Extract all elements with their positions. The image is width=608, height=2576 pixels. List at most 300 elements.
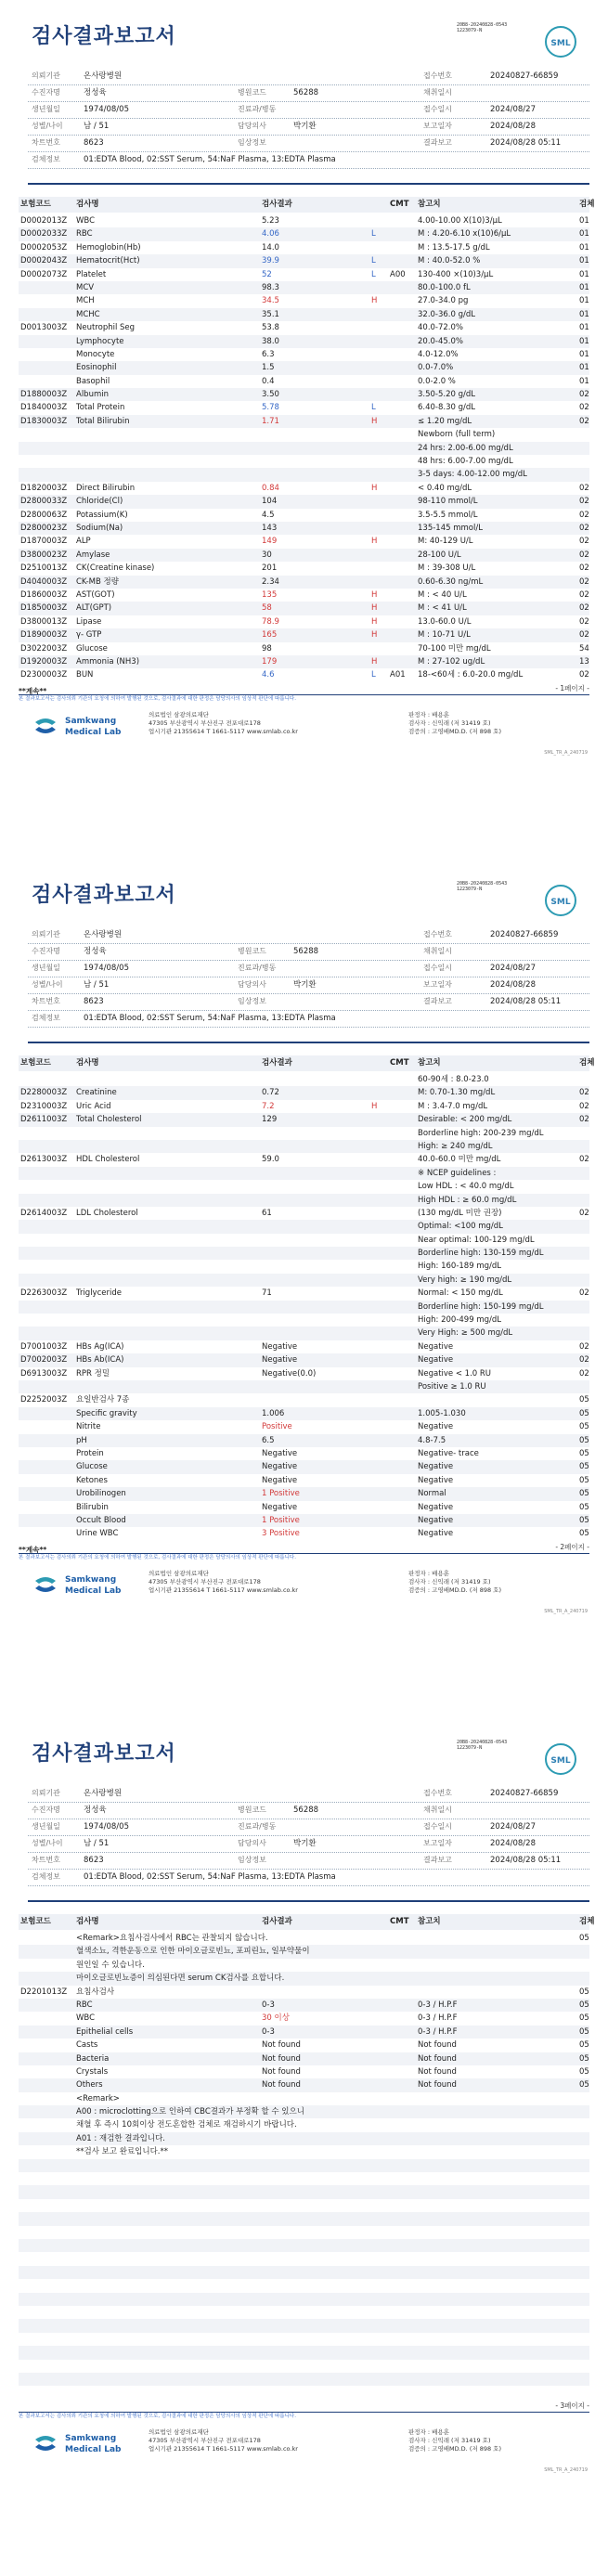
result-flag: H xyxy=(371,1101,378,1111)
test-name: Others xyxy=(76,2080,103,2091)
reference-range: 130-400 ×(10)3/μL xyxy=(418,269,494,279)
specimen-code: 02 xyxy=(579,1115,589,1125)
test-result: 34.5 xyxy=(262,296,279,306)
test-name: Casts xyxy=(76,2040,98,2051)
test-name: Bacteria xyxy=(76,2053,110,2064)
continued-note: **계속** xyxy=(19,1546,47,1554)
specimen-code: 02 xyxy=(579,670,589,680)
test-code: D1860003Z xyxy=(20,589,68,600)
test-name: Nitrite xyxy=(76,1422,101,1432)
test-result: 3 Positive xyxy=(262,1529,300,1539)
specimen-code: 13 xyxy=(579,656,589,667)
table-row xyxy=(19,2185,589,2198)
specimen-code: 02 xyxy=(579,390,589,400)
result-flag: L xyxy=(371,229,376,239)
table-row xyxy=(19,1487,589,1500)
test-code: D0002053Z xyxy=(20,242,68,252)
test-name: Albumin xyxy=(76,390,109,400)
table-row xyxy=(19,1460,589,1473)
specimen-code: 01 xyxy=(579,216,589,226)
test-result: 53.8 xyxy=(262,323,279,333)
reference-range: 40.0-72.0% xyxy=(418,323,463,333)
test-code: D0013003Z xyxy=(20,323,68,333)
test-code: D3022003Z xyxy=(20,643,68,654)
table-row xyxy=(19,348,589,361)
table-row xyxy=(19,2172,589,2185)
test-code: D2613003Z xyxy=(20,1155,68,1165)
test-result: 39.9 xyxy=(262,256,279,266)
report-page-2: 검사결과보고서 20B8-20240828-0543 1223079-N SML 의뢰기관 온사랑병원 접수번호 20240827-66859 수진자명 정성육 병원코드 56288 채취일시 생년월일 1974/08/05 진료과/병동 접수일시 2024/08/27 성별/나이 남 / 51 담당의사 박기환 보고일자 2024/08/28 차트번호 8623 임상정보 결과보고 2024/08/28 05:11 검체정보 01:EDTA Blood, 02:SST Serum, 54:NaF Plasma, 13:EDTA Plasma 보험코드 검사명 검사결과 CMT 참고치 검체 60-90세 : 8.0-23.0 D2280003Z Creatinine 0.72 M: 0.70-1.30 mg/dL 02 D2310003Z Uric Acid 7.2 H M : 3.4-7.0 mg/dL 02 D2611003Z Total Cholesterol 129 Desirable: < 200 mg/dL 02 Borderline high: 200-239 mg/dL High: ≥ 240 mg/dL D2613003Z HDL Cholesterol 59.0 40.0-60.0 미만 mg/dL 02 ※ NCEP guidelines : Low HDL : < 40.0 mg/dL High HDL : ≥ 60.0 mg/dL D2614003Z LDL Cholesterol 61 (130 mg/dL 미만 권장) 02 Optimal: <100 mg/dL Near optimal: 100-129 mg/dL Borderline high: 130-159 mg/dL High: 160-189 mg/dL Very high: ≥ 190 mg/dL D2263003Z Triglyceride 71 Normal: < 150 mg/dL 02 Borderline high: 150-199 mg/dL High: 200-499 mg/dL Very High: ≥ 500 mg/dL D7001003Z HBs Ag(ICA) Negative Negative 02 D7002003Z HBs Ab(ICA) Negative Negative 02 D6913003Z RPR 정밀 Negative(0.0) Negative < 1.0 RU 02 Positive ≥ 1.0 RU D2252003Z 요일반검사 7종 05 Specific gravity 1.006 1.005-1.030 05 Nitrite Positive Negative 05 pH 6.5 4.8-7.5 05 Protein Negative Negative- trace 05 Glucose Negative Negative 05 Ketones Negative Negative 05 Urobilinogen 1 Positive Normal 05 Bilirubin Negative Negative 05 Occult Blood 1 Positive Negative 05 Urine WBC 3 Positive Negative 05 **계속** - 2페이지 - 본 결과보고서는 검사의뢰 기관의 요청에 의하여 발행된 것으로, 검사결과에 대한 판정은 담당의사의 임상적 판단에 따릅니다. Samkwang Medical Lab 의료법인 삼광의료재단 47305 부산광역시 부산진구 전포대로178 업시기관 21355614 T 1661-5117 www.smlab.co.kr 판정자 : 배용훈 검사자 : 신익래 (저 31419 호) 검증의 : 고영배MD.D. (저 898 호) SML_TR_A_240719 xyxy=(0,859,608,1715)
test-result: 149 xyxy=(262,537,278,547)
table-row xyxy=(19,1113,589,1126)
test-code: D1850003Z xyxy=(20,603,68,614)
table-row xyxy=(19,2092,589,2105)
table-row xyxy=(19,2052,589,2065)
test-name: Basophil xyxy=(76,376,110,386)
samkwang-mark-icon xyxy=(32,713,59,741)
test-result: 71 xyxy=(262,1288,272,1299)
test-name: LDL Cholesterol xyxy=(76,1208,138,1218)
test-result: 1.5 xyxy=(262,363,275,373)
test-code: D1870003Z xyxy=(20,537,68,547)
reference-range: 40.0-60.0 미만 mg/dL xyxy=(418,1155,501,1165)
table-row xyxy=(19,1301,589,1314)
reference-range: M : < 41 U/L xyxy=(418,603,467,614)
reference-range: Near optimal: 100-129 mg/dL xyxy=(418,1235,535,1245)
reference-range: 4.8-7.5 xyxy=(418,1435,446,1445)
table-row xyxy=(19,1959,589,1972)
test-result: 98.3 xyxy=(262,282,279,292)
results-table-page-2 xyxy=(19,1073,589,1541)
reference-range: Newborn (full term) xyxy=(418,430,496,440)
test-result: 4.6 xyxy=(262,670,275,680)
test-name: Specific gravity xyxy=(76,1408,137,1418)
test-name: HDL Cholesterol xyxy=(76,1155,140,1165)
test-name: Sodium(Na) xyxy=(76,523,123,533)
table-row xyxy=(19,2145,589,2158)
reference-range: M: 40-129 U/L xyxy=(418,537,473,547)
test-name: Amylase xyxy=(76,550,110,560)
test-result: 0.84 xyxy=(262,483,279,493)
table-row xyxy=(19,1287,589,1300)
specimen-code: 05 xyxy=(579,1448,589,1458)
table-row xyxy=(19,2012,589,2025)
reference-range: Borderline high: 200-239 mg/dL xyxy=(418,1128,544,1138)
samkwang-mark-icon xyxy=(32,1572,59,1599)
test-code: D0002073Z xyxy=(20,269,68,279)
table-row xyxy=(19,2373,589,2386)
test-code: D2310003Z xyxy=(20,1101,68,1111)
table-row xyxy=(19,549,589,562)
test-name: 혈색소뇨, 격한운동으로 인한 마이오글로빈뇨, 포피린뇨, 일부약물이 xyxy=(76,1947,310,1957)
test-result: 2.34 xyxy=(262,576,279,587)
reference-range: 28-100 U/L xyxy=(418,550,461,560)
reference-range: M : 13.5-17.5 g/dL xyxy=(418,242,490,252)
table-row xyxy=(19,2306,589,2319)
test-result: 1.006 xyxy=(262,1408,285,1418)
test-name: Lipase xyxy=(76,616,102,627)
test-code: D1920003Z xyxy=(20,656,68,667)
reference-range: Not found xyxy=(418,2040,457,2051)
test-name: Urine WBC xyxy=(76,1529,119,1539)
table-row xyxy=(19,254,589,267)
specimen-code: 02 xyxy=(579,603,589,614)
test-name: 마이오글로빈뇨증이 의심된다면 serum CK검사를 요합니다. xyxy=(76,1974,285,1984)
test-name: ALP xyxy=(76,537,91,547)
test-name: **검사 보고 완료입니다.** xyxy=(76,2147,169,2157)
reference-range: 3.50-5.20 g/dL xyxy=(418,390,476,400)
footer-disclaimer: 본 결과보고서는 검사의뢰 기관의 요청에 의하여 발행된 것으로, 검사결과에 대한 판정은 담당의사의 임상적 판단에 따릅니다. xyxy=(19,694,589,703)
table-row xyxy=(19,1474,589,1487)
table-row xyxy=(19,1501,589,1514)
specimen-code: 02 xyxy=(579,1368,589,1379)
reference-range: 13.0-60.0 U/L xyxy=(418,616,472,627)
results-table-page-1 xyxy=(19,214,589,682)
table-row xyxy=(19,576,589,589)
reference-range: 60-90세 : 8.0-23.0 xyxy=(418,1075,489,1084)
footer-address: 의료법인 삼광의료재단 47305 부산광역시 부산진구 전포대로178 업시기관 21355614 T 1661-5117 www.smlab.co.kr xyxy=(149,711,298,735)
table-row xyxy=(19,401,589,414)
table-row xyxy=(19,1514,589,1527)
table-row xyxy=(19,268,589,281)
test-name: A01 : 재검한 결과입니다. xyxy=(76,2133,165,2143)
test-result: 14.0 xyxy=(262,242,279,252)
result-flag: H xyxy=(371,296,378,306)
test-result: 1 Positive xyxy=(262,1515,300,1525)
test-result: Not found xyxy=(262,2053,301,2064)
table-row xyxy=(19,1086,589,1099)
specimen-code: 01 xyxy=(579,229,589,239)
form-code: SML_TR_A_240719 xyxy=(544,2467,588,2473)
test-code: D1890003Z xyxy=(20,630,68,641)
test-name: pH xyxy=(76,1435,87,1445)
specimen-code: 02 xyxy=(579,1288,589,1299)
test-result: 59.0 xyxy=(262,1155,279,1165)
specimen-code: 02 xyxy=(579,1341,589,1352)
table-row xyxy=(19,2065,589,2078)
reference-range: Not found xyxy=(418,2053,457,2064)
specimen-code: 02 xyxy=(579,563,589,574)
reference-range: 135-145 mmol/L xyxy=(418,523,483,533)
test-result: 135 xyxy=(262,589,278,600)
table-row xyxy=(19,1167,589,1180)
specimen-code: 05 xyxy=(579,1462,589,1472)
result-flag: H xyxy=(371,416,378,426)
reference-range: 4.0-12.0% xyxy=(418,349,459,359)
reference-range: M : 4.20-6.10 x(10)6/μL xyxy=(418,229,511,239)
test-code: D4040003Z xyxy=(20,576,68,587)
specimen-code: 05 xyxy=(579,2080,589,2091)
table-row xyxy=(19,1353,589,1366)
test-result: Negative xyxy=(262,1502,298,1512)
table-row xyxy=(19,1260,589,1273)
test-code: D2201013Z xyxy=(20,1987,68,1997)
reference-range: Negative xyxy=(418,1529,454,1539)
test-result: 7.2 xyxy=(262,1101,275,1111)
reference-range: 6.40-8.30 g/dL xyxy=(418,403,476,413)
divider xyxy=(28,183,589,185)
reference-range: 4.00-10.00 X(10)3/μL xyxy=(418,216,502,226)
specimen-code: 02 xyxy=(579,1355,589,1366)
specimen-code: 05 xyxy=(579,2040,589,2051)
test-result: 165 xyxy=(262,630,278,641)
test-name: Total Protein xyxy=(76,403,125,413)
test-name: Crystals xyxy=(76,2066,109,2077)
test-code: D3800013Z xyxy=(20,616,68,627)
reference-range: 3-5 days: 4.00-12.00 mg/dL xyxy=(418,470,527,480)
specimen-code: 02 xyxy=(579,403,589,413)
specimen-code: 02 xyxy=(579,616,589,627)
footer-disclaimer: 본 결과보고서는 검사의뢰 기관의 요청에 의하여 발행된 것으로, 검사결과에 대한 판정은 담당의사의 임상적 판단에 따릅니다. xyxy=(19,2412,589,2420)
test-name: Creatinine xyxy=(76,1088,117,1098)
test-code: D6913003Z xyxy=(20,1368,68,1379)
form-code: SML_TR_A_240719 xyxy=(544,1609,588,1614)
specimen-code: 05 xyxy=(579,2000,589,2010)
reference-range: Negative xyxy=(418,1502,454,1512)
table-row xyxy=(19,628,589,641)
test-result: 38.0 xyxy=(262,336,279,346)
specimen-code: 01 xyxy=(579,256,589,266)
test-result: 1 Positive xyxy=(262,1489,300,1499)
reference-range: Positive ≥ 1.0 RU xyxy=(418,1381,486,1392)
reference-range: Very High: ≥ 500 mg/dL xyxy=(418,1328,513,1339)
table-row xyxy=(19,2293,589,2306)
test-code: D2614003Z xyxy=(20,1208,68,1218)
test-code: D2280003Z xyxy=(20,1088,68,1098)
test-code: D0002033Z xyxy=(20,229,68,239)
table-row xyxy=(19,2078,589,2091)
sml-logo: SML xyxy=(545,26,576,58)
test-result: 98 xyxy=(262,643,272,654)
reference-range: 0-3 / H.P.F xyxy=(418,2026,458,2037)
test-result: 1.71 xyxy=(262,416,279,426)
test-code: D7001003Z xyxy=(20,1341,68,1352)
test-name: Hematocrit(Hct) xyxy=(76,256,140,266)
specimen-code: 05 xyxy=(579,1395,589,1405)
page-number: - 2페이지 - xyxy=(555,1543,589,1551)
specimen-code: 02 xyxy=(579,537,589,547)
test-name: WBC xyxy=(76,2013,96,2024)
table-row xyxy=(19,1527,589,1540)
reference-range: Borderline high: 130-159 mg/dL xyxy=(418,1249,544,1259)
test-name: 채혈 후 즉시 10회이상 전도혼합한 검체로 재검하시기 바랍니다. xyxy=(76,2120,297,2130)
test-result: Negative xyxy=(262,1462,298,1472)
table-row xyxy=(19,281,589,294)
test-result: 78.9 xyxy=(262,616,279,627)
test-code: D2263003Z xyxy=(20,1288,68,1299)
sml-logo: SML xyxy=(545,885,576,916)
reference-range: Not found xyxy=(418,2080,457,2091)
result-flag: L xyxy=(371,269,376,279)
reference-range: 24 hrs: 2.00-6.00 mg/dL xyxy=(418,443,513,453)
table-row xyxy=(19,1220,589,1233)
specimen-code: 01 xyxy=(579,242,589,252)
test-code: D0002013Z xyxy=(20,216,68,226)
page-number: - 3페이지 - xyxy=(555,2401,589,2410)
table-row xyxy=(19,2212,589,2225)
specimen-code: 05 xyxy=(579,1475,589,1485)
specimen-code: 02 xyxy=(579,1208,589,1218)
test-name: Total Cholesterol xyxy=(76,1115,142,1125)
specimen-code: 05 xyxy=(579,1408,589,1418)
table-row xyxy=(19,214,589,227)
table-header: 보험코드 검사명 검사결과 CMT 참고치 검체 xyxy=(19,1914,589,1930)
test-result: 4.06 xyxy=(262,229,279,239)
continued-note: **계속** xyxy=(19,687,47,695)
test-name: 원인일 수 있습니다. xyxy=(76,1960,145,1970)
footer-address: 의료법인 삼광의료재단 47305 부산광역시 부산진구 전포대로178 업시기관 21355614 T 1661-5117 www.smlab.co.kr xyxy=(149,1570,298,1594)
samkwang-logo: Samkwang Medical Lab xyxy=(32,711,132,743)
specimen-code: 05 xyxy=(579,2013,589,2024)
reference-range: ≤ 1.20 mg/dL xyxy=(418,416,472,426)
test-name: Neutrophil Seg xyxy=(76,323,136,333)
test-result: 104 xyxy=(262,497,278,507)
table-row xyxy=(19,2360,589,2373)
barcode-text: 20B8-20240828-0543 1223079-N xyxy=(457,881,508,892)
reference-range: 0-3 / H.P.F xyxy=(418,2000,458,2010)
reference-range: Negative xyxy=(418,1475,454,1485)
footer-address: 의료법인 삼광의료재단 47305 부산광역시 부산진구 전포대로178 업시기관 21355614 T 1661-5117 www.smlab.co.kr xyxy=(149,2428,298,2453)
table-row xyxy=(19,1434,589,1447)
result-flag: L xyxy=(371,670,376,680)
test-code: D2252003Z xyxy=(20,1395,68,1405)
test-name: Occult Blood xyxy=(76,1515,126,1525)
test-result: 0-3 xyxy=(262,2026,275,2037)
table-row xyxy=(19,1073,589,1086)
specimen-code: 02 xyxy=(579,1101,589,1111)
table-row xyxy=(19,589,589,602)
test-name: 요침사검사 xyxy=(76,1987,115,1997)
table-row xyxy=(19,2132,589,2145)
specimen-code: 05 xyxy=(579,2053,589,2064)
table-row xyxy=(19,1999,589,2012)
test-result: Not found xyxy=(262,2080,301,2091)
reference-range: M : 39-308 U/L xyxy=(418,563,476,574)
specimen-code: 01 xyxy=(579,349,589,359)
table-row xyxy=(19,1234,589,1247)
table-row xyxy=(19,2266,589,2279)
reference-range: Normal xyxy=(418,1489,446,1499)
footer-disclaimer: 본 결과보고서는 검사의뢰 기관의 요청에 의하여 발행된 것으로, 검사결과에 대한 판정은 담당의사의 임상적 판단에 따릅니다. xyxy=(19,1553,589,1561)
test-name: AST(GOT) xyxy=(76,589,115,600)
test-result: 0.72 xyxy=(262,1088,279,1098)
specimen-code: 01 xyxy=(579,376,589,386)
footer-signatures: 판정자 : 배용훈 검사자 : 신익래 (저 31419 호) 검증의 : 고영배MD.D. (저 898 호) xyxy=(408,2428,501,2453)
test-name: <Remark> xyxy=(76,2093,120,2104)
report-title: 검사결과보고서 xyxy=(32,25,176,48)
table-row xyxy=(19,1180,589,1193)
test-result: 30 이상 xyxy=(262,2013,290,2024)
table-row xyxy=(19,1447,589,1460)
reference-range: Desirable: < 200 mg/dL xyxy=(418,1115,512,1125)
table-row xyxy=(19,655,589,668)
test-result: 58 xyxy=(262,603,272,614)
specimen-code: 02 xyxy=(579,576,589,587)
test-result: 0-3 xyxy=(262,2000,275,2010)
table-row xyxy=(19,1247,589,1260)
test-name: Lymphocyte xyxy=(76,336,124,346)
specimen-code: 02 xyxy=(579,523,589,533)
table-row xyxy=(19,1153,589,1166)
result-flag: H xyxy=(371,630,378,641)
test-code: D2800033Z xyxy=(20,497,68,507)
reference-range: 1.005-1.030 xyxy=(418,1408,466,1418)
table-row xyxy=(19,602,589,615)
result-flag: H xyxy=(371,616,378,627)
test-name: Platelet xyxy=(76,269,107,279)
test-name: Glucose xyxy=(76,643,108,654)
test-name: Uric Acid xyxy=(76,1101,111,1111)
result-flag: H xyxy=(371,656,378,667)
table-row xyxy=(19,1407,589,1420)
reference-range: M : 10-71 U/L xyxy=(418,630,471,641)
test-result: Not found xyxy=(262,2066,301,2077)
test-result: 129 xyxy=(262,1115,278,1125)
reference-range: 0.0-2.0 % xyxy=(418,376,456,386)
table-header: 보험코드 검사명 검사결과 CMT 참고치 검체 xyxy=(19,1055,589,1071)
result-flag: H xyxy=(371,483,378,493)
reference-range: 20.0-45.0% xyxy=(418,336,463,346)
reference-range: 3.5-5.5 mmol/L xyxy=(418,510,478,520)
test-result: 201 xyxy=(262,563,278,574)
table-row xyxy=(19,2118,589,2131)
reference-range: 27.0-34.0 pg xyxy=(418,296,469,306)
table-row xyxy=(19,1140,589,1153)
table-row xyxy=(19,2239,589,2252)
test-code: D1880003Z xyxy=(20,390,68,400)
specimen-code: 01 xyxy=(579,323,589,333)
report-page-3: 검사결과보고서 20B8-20240828-0543 1223079-N SML 의뢰기관 온사랑병원 접수번호 20240827-66859 수진자명 정성육 병원코드 56288 채취일시 생년월일 1974/08/05 진료과/병동 접수일시 2024/08/27 성별/나이 남 / 51 담당의사 박기환 보고일자 2024/08/28 차트번호 8623 임상정보 결과보고 2024/08/28 05:11 검체정보 01:EDTA Blood, 02:SST Serum, 54:NaF Plasma, 13:EDTA Plasma 보험코드 검사명 검사결과 CMT 참고치 검체 <Remark>요침사검사에서 RBC는 관찰되지 않습니다. 05 혈색소뇨, 격한운동으로 인한 마이오글로빈뇨, 포피린뇨, 일부약물이 원인일 수 있습니다. 마이오글로빈뇨증이 의심된다면 serum CK검사를 요합니다. D2201013Z 요침사검사 05 RBC 0-3 0-3 / H.P.F 05 WBC 30 이상 0-3 / H.P.F 05 Epithelial cells 0-3 0-3 / H.P.F 05 Casts Not found Not found 05 Bacteria Not found Not found 05 Crystals Not found Not found 05 Others Not found Not found 05 <Remark> A00 : microclotting으로 인하여 CBC결과가 부정확 할 수 있으니 채혈 후 즉시 10회이상 전도혼합한 검체로 재검하시기 바랍니다. A01 : 재검한 결과입니다. **검사 보고 완료입니다.** - 3페이지 - 본 결과보고서는 검사의뢰 기관의 요청에 의하여 발행된 것으로, 검사결과에 대한 판정은 담당의사의 임상적 판단에 따릅니다. Samkwang Medical Lab 의료법인 삼광의료재단 47305 부산광역시 부산진구 전포대로178 업시기관 21355614 T 1661-5117 www.smlab.co.kr 판정자 : 배용훈 검사자 : 신익래 (저 31419 호) 검증의 : 고영배MD.D. (저 898 호) SML_TR_A_240719 xyxy=(0,1717,608,2573)
test-name: MCV xyxy=(76,282,95,292)
test-name: <Remark>요침사검사에서 RBC는 관찰되지 않습니다. xyxy=(76,1934,268,1943)
table-row xyxy=(19,509,589,522)
test-name: Hemoglobin(Hb) xyxy=(76,242,141,252)
reference-range: Negative xyxy=(418,1341,454,1352)
specimen-code: 02 xyxy=(579,589,589,600)
test-code: D2611003Z xyxy=(20,1115,68,1125)
table-row xyxy=(19,1380,589,1393)
table-row xyxy=(19,1945,589,1958)
footer-signatures: 판정자 : 배용훈 검사자 : 신익래 (저 31419 호) 검증의 : 고영배MD.D. (저 898 호) xyxy=(408,711,501,735)
table-header: 보험코드 검사명 검사결과 CMT 참고치 검체 xyxy=(19,197,589,213)
test-result: 4.5 xyxy=(262,510,275,520)
specimen-code: 05 xyxy=(579,1529,589,1539)
reference-range: 0-3 / H.P.F xyxy=(418,2013,458,2024)
test-result: 143 xyxy=(262,523,278,533)
specimen-code: 02 xyxy=(579,1088,589,1098)
table-row xyxy=(19,1194,589,1207)
test-result: 61 xyxy=(262,1208,272,1218)
specimen-code: 54 xyxy=(579,643,589,654)
test-name: 요일반검사 7종 xyxy=(76,1395,130,1405)
table-row xyxy=(19,321,589,334)
table-row xyxy=(19,482,589,495)
test-code: D2510013Z xyxy=(20,563,68,574)
test-result: 35.1 xyxy=(262,309,279,319)
specimen-code: 05 xyxy=(579,1987,589,1997)
comment-code: A00 xyxy=(390,269,406,279)
divider xyxy=(28,1900,589,1902)
reference-range: Low HDL : < 40.0 mg/dL xyxy=(418,1182,514,1192)
test-code: D2800023Z xyxy=(20,523,68,533)
specimen-code: 01 xyxy=(579,363,589,373)
table-row xyxy=(19,2039,589,2052)
table-row xyxy=(19,2319,589,2332)
test-name: CK(Creatine kinase) xyxy=(76,563,155,574)
table-row xyxy=(19,2252,589,2265)
table-row xyxy=(19,1100,589,1113)
specimen-code: 01 xyxy=(579,282,589,292)
